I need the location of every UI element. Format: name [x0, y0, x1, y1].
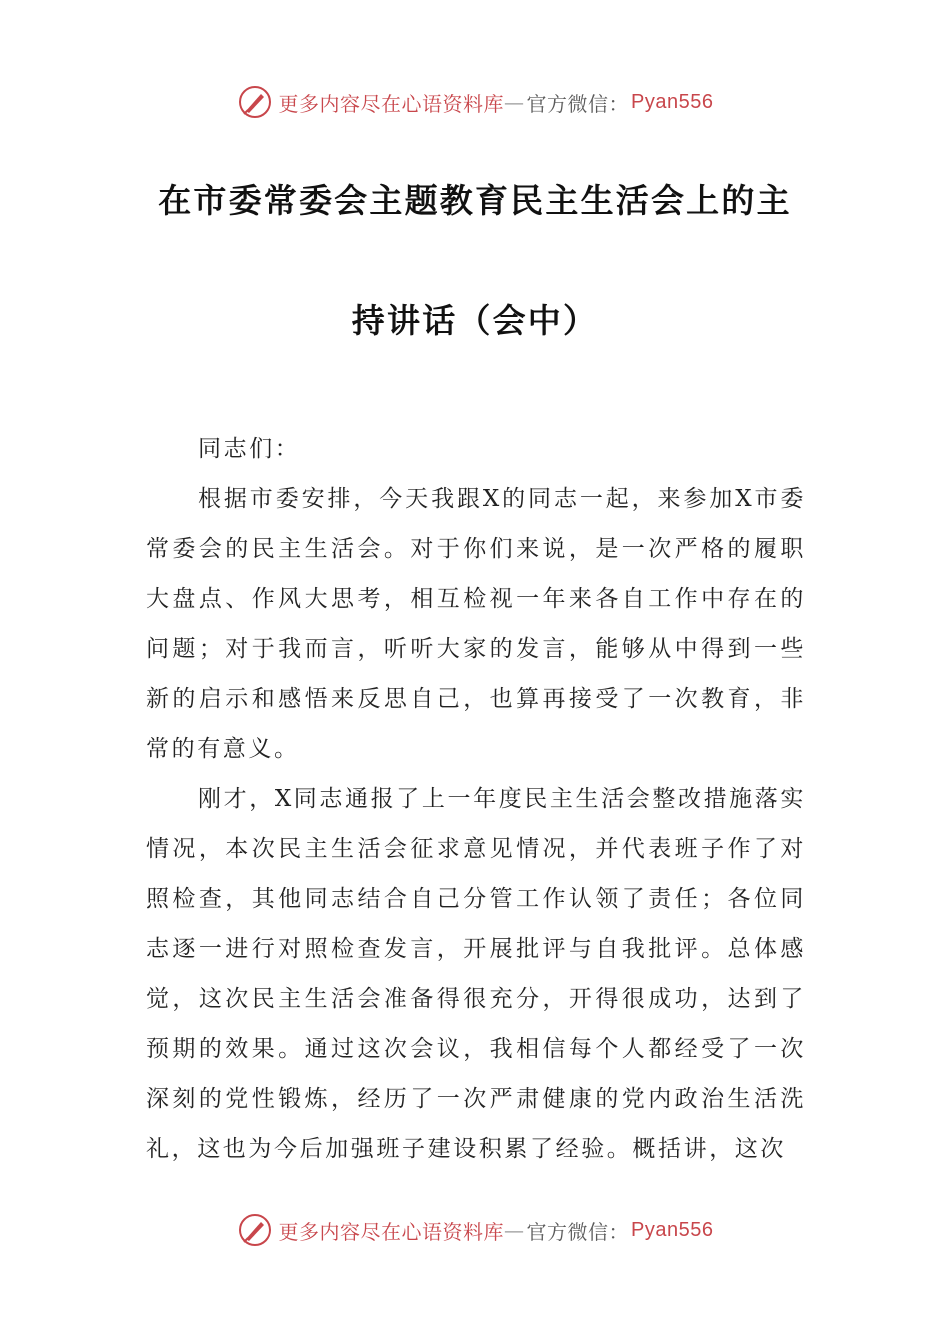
document-title-line2: 持讲话（会中）: [351, 301, 599, 340]
watermark-wechat-id: Pyan556: [631, 1218, 714, 1241]
watermark-wechat-id: Pyan556: [631, 90, 714, 113]
watermark-brand: 更多内容尽在心语资料库: [278, 91, 505, 116]
greeting: 同志们：: [198, 436, 301, 462]
watermark-banner-bottom: [0, 1210, 950, 1250]
paragraph-2: 刚才，X同志通报了上一年度民主生活会整改措施落实情况，本次民主生活会征求意见情况，并代表班子作了对照检查，其他同志结合自己分管工作认领了责任；各位同志逐一进行对照检查发言，开展批评与自我批评。总体感觉，这次民主生活会准备得很充分，开得很成功，达到了预期的效果。通过这次会议，我相信每个人都经受了一次深刻的党性锻炼，经历了一次严肃健康的党内政治生活洗礼，这也为今后加强班子建设积累了经验。概括讲，这次: [146, 786, 806, 1162]
paragraph-1: 根据市委安排，今天我跟X的同志一起，来参加X市委常委会的民主生活会。对于你们来说，是一次严格的履职大盘点、作风大思考，相互检视一年来各自工作中存在的问题；对于我而言，听听大家的发言，能够从中得到一些新的启示和感悟来反思自己，也算再接受了一次教育，非常的有意义。: [146, 486, 806, 762]
quill-logo-icon: [237, 84, 273, 120]
quill-logo-icon: [237, 1212, 273, 1248]
watermark-wechat-label: 官方微信：: [526, 91, 630, 116]
watermark-brand: 更多内容尽在心语资料库: [278, 1219, 505, 1244]
watermark-banner-top: [0, 82, 950, 122]
document-title-line1: 在市委常委会主题教育民主生活会上的主: [158, 181, 792, 220]
watermark-separator: —: [504, 90, 525, 114]
watermark-separator: —: [504, 1218, 525, 1242]
watermark-wechat-label: 官方微信：: [526, 1219, 630, 1244]
